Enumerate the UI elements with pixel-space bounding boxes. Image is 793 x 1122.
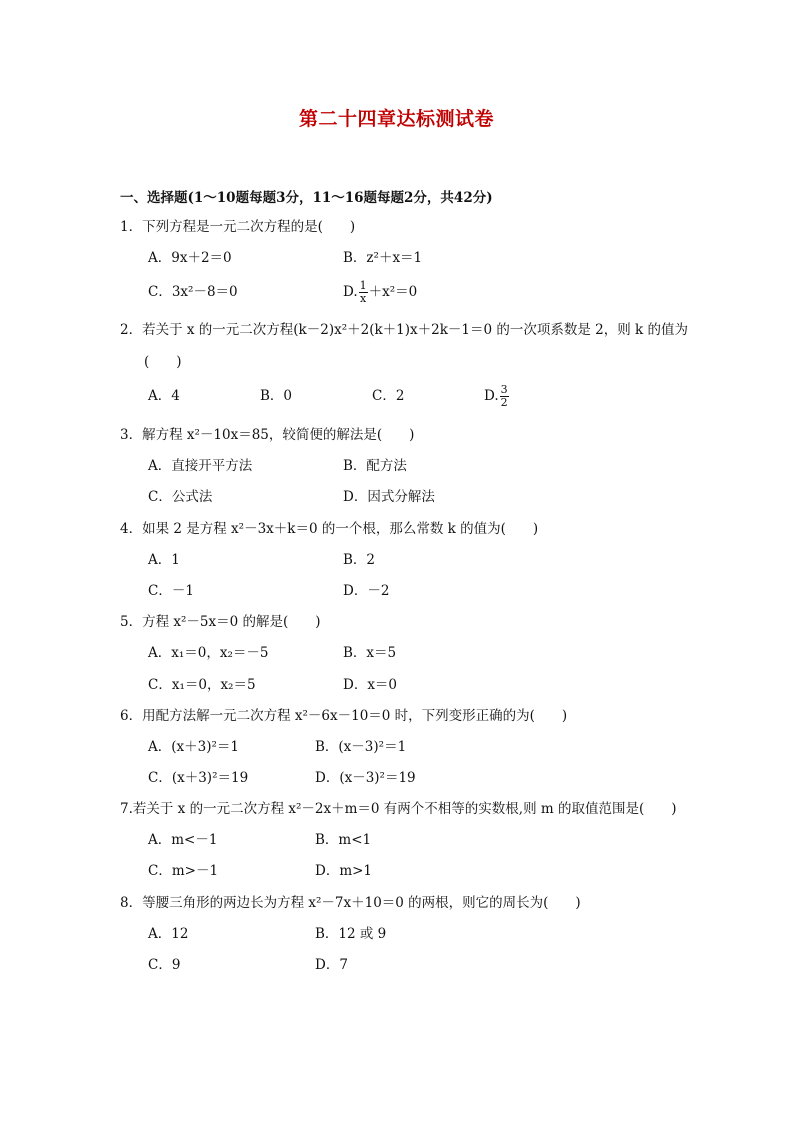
q5-option-b: B．x＝5 <box>343 645 397 661</box>
question-3-stem: 3．解方程 x²－10x＝85，较简便的解法是( ) <box>120 427 415 443</box>
q4-option-d: D．－2 <box>343 583 390 599</box>
q1-option-c: C．3x²－8＝0 <box>148 284 238 300</box>
q8-option-b: B．12 或 9 <box>315 926 387 942</box>
question-4-stem: 4．如果 2 是方程 x²－3x＋k＝0 的一个根，那么常数 k 的值为( ) <box>120 521 539 537</box>
q6-option-b: B．(x－3)²＝1 <box>315 739 407 755</box>
question-2-stem: 2．若关于 x 的一元二次方程(k－2)x²＋2(k＋1)x＋2k－1＝0 的一次项系数是 2，则 k 的值为 <box>120 322 689 338</box>
q6-option-a: A．(x＋3)²＝1 <box>148 739 239 755</box>
question-5-stem: 5．方程 x²－5x＝0 的解是( ) <box>120 614 321 630</box>
q4-option-a: A．1 <box>148 552 180 568</box>
question-8-stem: 8．等腰三角形的两边长为方程 x²－7x＋10＝0 的两根，则它的周长为( ) <box>120 895 581 911</box>
question-6-stem: 6．用配方法解一元二次方程 x²－6x－10＝0 时，下列变形正确的为( ) <box>120 708 568 724</box>
q6-option-d: D．(x－3)²＝19 <box>315 770 416 786</box>
q8-option-a: A．12 <box>148 926 189 942</box>
page-title: 第二十四章达标测试卷 <box>298 108 494 130</box>
q1-option-d-prefix: D. <box>343 284 358 300</box>
question-1-stem: 1．下列方程是一元二次方程的是( ) <box>120 219 356 235</box>
q4-option-c: C．－1 <box>148 583 194 599</box>
q3-option-b: B．配方法 <box>343 458 407 474</box>
question-2-stem-continued: ( ) <box>144 354 182 370</box>
fraction-denominator: 2 <box>500 396 508 409</box>
q1-option-a: A．9x＋2＝0 <box>148 250 232 266</box>
q7-option-c: C．m>－1 <box>148 863 219 879</box>
q7-option-d: D．m>1 <box>315 863 373 879</box>
q8-option-d: D．7 <box>315 957 348 973</box>
q2-option-d-fraction <box>500 384 509 409</box>
q6-option-c: C．(x＋3)²＝19 <box>148 770 249 786</box>
q5-option-d: D．x＝0 <box>343 677 398 693</box>
q2-option-c: C．2 <box>372 388 405 404</box>
q1-option-d <box>343 278 417 306</box>
q7-option-a: A．m<－1 <box>148 832 218 848</box>
fraction-denominator: x <box>360 292 367 305</box>
q2-option-b: B．0 <box>260 388 293 404</box>
question-7-stem: 7.若关于 x 的一元二次方程 x²－2x＋m＝0 有两个不相等的实数根,则 m 的取值范围是( ) <box>120 801 677 817</box>
fraction-numerator: 1 <box>359 279 367 292</box>
q5-option-c: C．x₁＝0，x₂＝5 <box>148 677 256 693</box>
q3-option-d: D．因式分解法 <box>343 489 435 505</box>
q1-option-d-fraction <box>359 280 368 305</box>
section-heading: 一、选择题(1～10题每题3分，11～16题每题2分，共42分) <box>120 190 493 206</box>
fraction-numerator: 3 <box>500 383 508 396</box>
q4-option-b: B．2 <box>343 552 376 568</box>
q2-option-a: A．4 <box>148 388 180 404</box>
q3-option-c: C．公式法 <box>148 489 213 505</box>
q1-option-d-rest: ＋x²＝0 <box>368 284 418 300</box>
q7-option-b: B．m<1 <box>315 832 372 848</box>
q8-option-c: C．9 <box>148 957 181 973</box>
q2-option-d-prefix: D. <box>484 388 499 404</box>
q3-option-a: A．直接开平方法 <box>148 458 253 474</box>
q2-option-d <box>484 382 510 410</box>
q5-option-a: A．x₁＝0，x₂＝－5 <box>148 645 269 661</box>
q1-option-b: B．z²＋x＝1 <box>343 250 423 266</box>
